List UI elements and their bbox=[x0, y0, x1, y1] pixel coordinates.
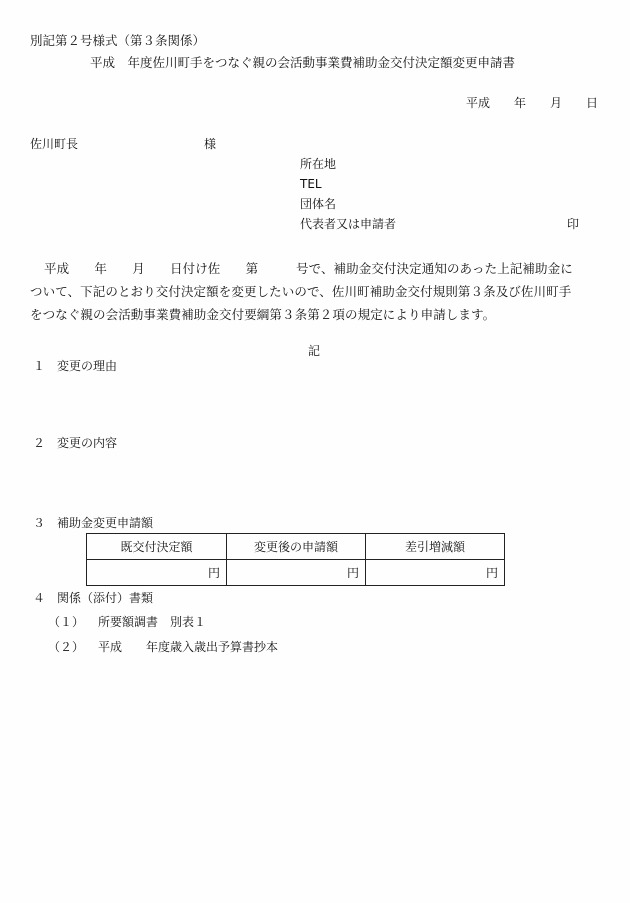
addressee-name: 佐川町長 bbox=[30, 137, 79, 151]
paragraph-line: 平成 年 月 日付け佐 第 号で、補助金交付決定通知のあった上記補助金に bbox=[44, 261, 573, 276]
attachment-1-number: （１） bbox=[48, 615, 85, 629]
ki-heading: 記 bbox=[308, 344, 321, 358]
date-line: 平成 年 月 日 bbox=[465, 96, 598, 110]
amount-table bbox=[86, 533, 505, 586]
request-paragraph bbox=[30, 257, 605, 326]
section-requested-amount: ３ 補助金変更申請額 bbox=[33, 516, 154, 530]
paragraph-line: ついて、下記のとおり交付決定額を変更したいので、佐川町補助金交付規則第３条及び佐川町手 bbox=[30, 284, 572, 299]
addressee-honorific: 様 bbox=[204, 137, 217, 151]
attachment-1-text: 所要額調書 別表１ bbox=[98, 615, 207, 629]
previous-amount-cell: 円 bbox=[87, 560, 227, 586]
new-amount-cell: 円 bbox=[227, 560, 366, 586]
representative-label: 代表者又は申請者 bbox=[300, 217, 397, 231]
section-attachments: ４ 関係（添付）書類 bbox=[33, 591, 154, 605]
attachment-2-number: （２） bbox=[48, 640, 85, 654]
tel-label: TEL bbox=[300, 177, 322, 191]
table-header-row bbox=[87, 534, 505, 560]
attachment-2-text: 平成 年度歳入歳出予算書抄本 bbox=[98, 640, 279, 654]
form-label: 別記第２号様式（第３条関係） bbox=[30, 33, 206, 48]
section-change-reason: １ 変更の理由 bbox=[33, 359, 118, 373]
group-label: 団体名 bbox=[300, 197, 337, 211]
paragraph-line: をつなぐ親の会活動事業費補助金交付要綱第３条第２項の規定により申請します。 bbox=[30, 307, 496, 322]
seal-mark: 印 bbox=[567, 217, 580, 231]
table-row bbox=[87, 560, 505, 586]
header-previous-amount: 既交付決定額 bbox=[87, 534, 227, 560]
address-label: 所在地 bbox=[300, 157, 337, 171]
section-change-content: ２ 変更の内容 bbox=[33, 436, 118, 450]
document-title: 平成 年度佐川町手をつなぐ親の会活動事業費補助金交付決定額変更申請書 bbox=[90, 55, 516, 70]
difference-cell: 円 bbox=[366, 560, 505, 586]
header-new-amount: 変更後の申請額 bbox=[227, 534, 366, 560]
header-difference: 差引増減額 bbox=[366, 534, 505, 560]
